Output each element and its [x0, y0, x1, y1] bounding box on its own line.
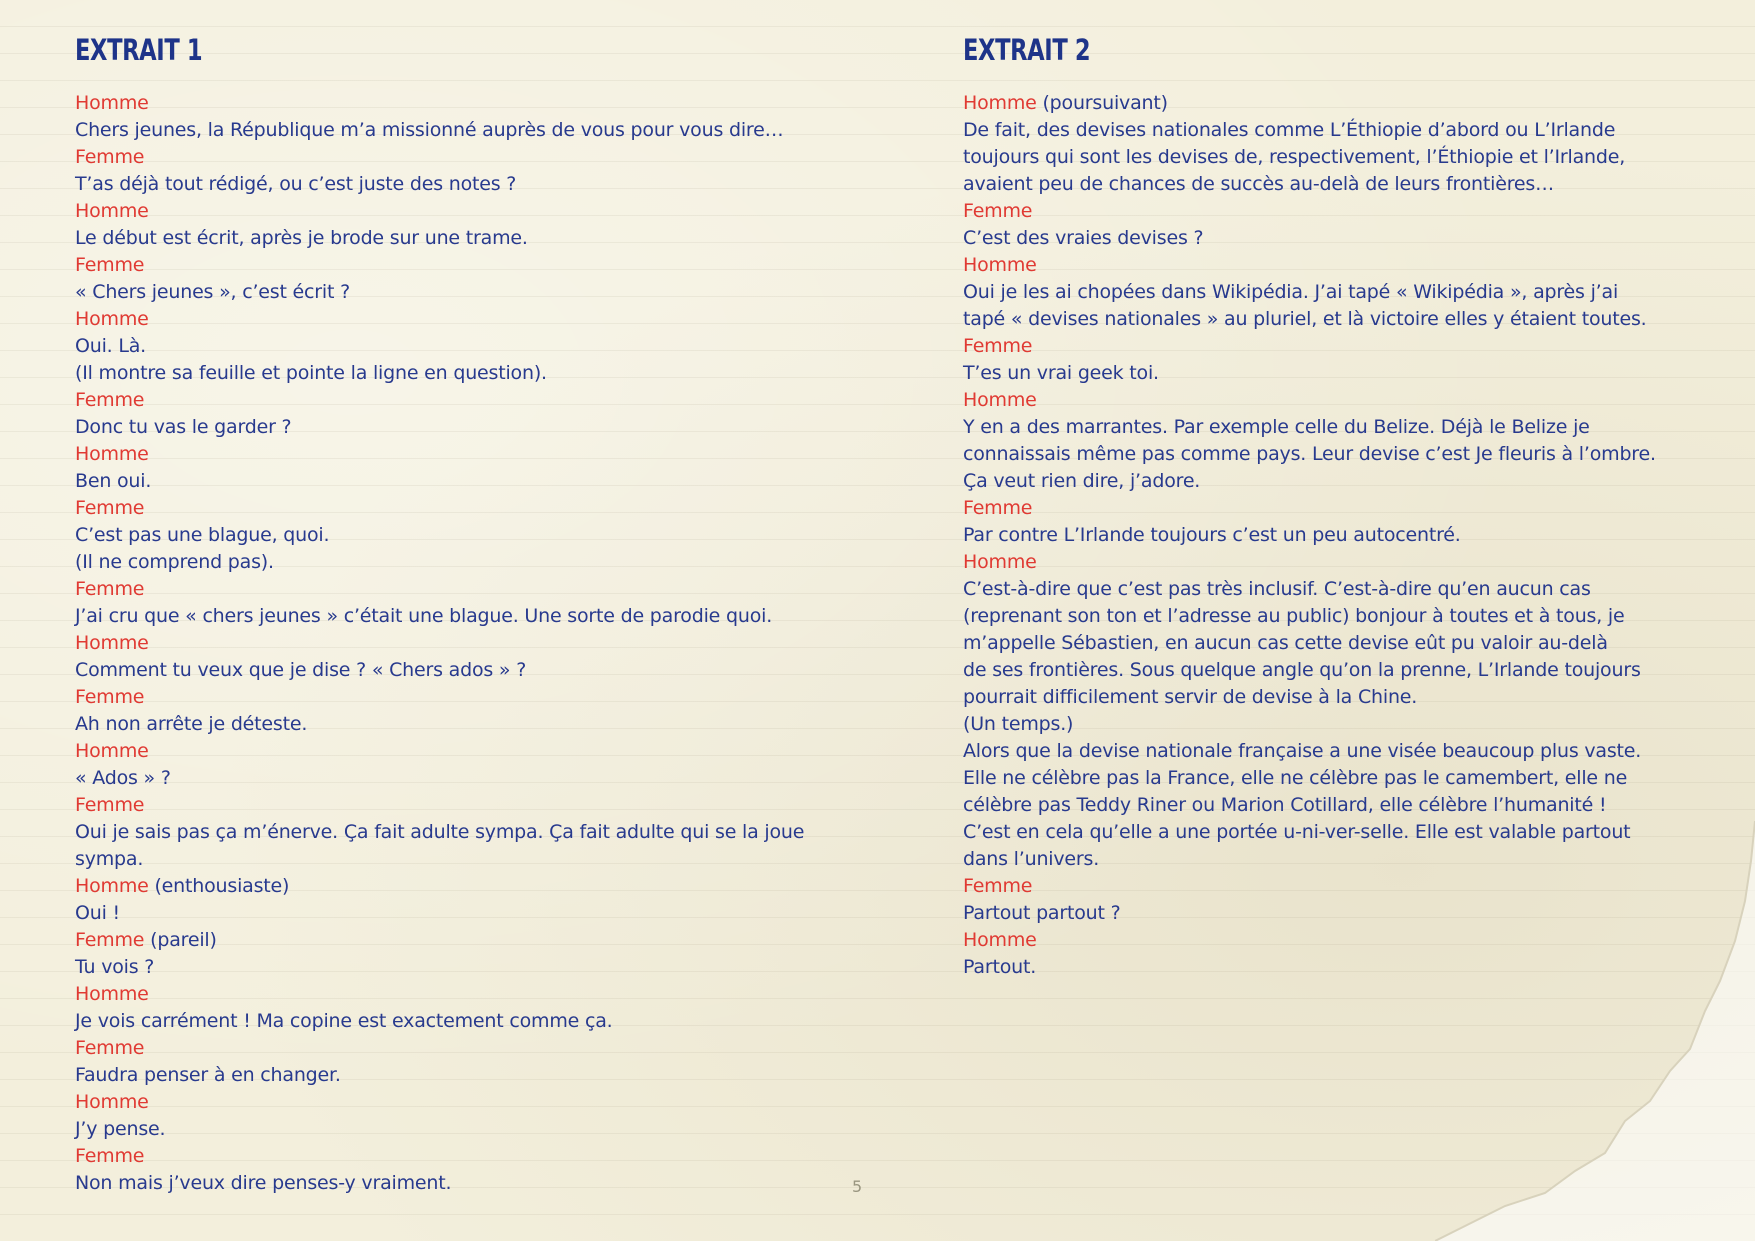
speaker-name: Homme	[75, 875, 149, 897]
dialogue-line: Je vois carrément ! Ma copine est exactement comme ça.	[75, 1010, 613, 1032]
speaker-name: Femme	[963, 200, 1033, 222]
dialogue-line: dans l’univers.	[963, 848, 1100, 870]
dialogue-line: Comment tu veux que je dise ? « Chers ados » ?	[75, 659, 527, 681]
dialogue-line: Non mais j’veux dire penses-y vraiment.	[75, 1172, 452, 1194]
speaker-line	[963, 549, 1713, 576]
extract-1-title: EXTRAIT 1	[75, 33, 203, 67]
speaker-line	[75, 1035, 905, 1062]
speaker-name: Homme	[963, 551, 1037, 573]
dialogue-line: T’as déjà tout rédigé, ou c’est juste des notes ?	[75, 173, 517, 195]
speaker-name: Femme	[75, 1145, 145, 1167]
dialogue-line: C’est en cela qu’elle a une portée u-ni-ver-selle. Elle est valable partout	[963, 821, 1631, 843]
speaker-name: Homme	[75, 632, 149, 654]
dialogue-line: Partout partout ?	[963, 902, 1121, 924]
dialogue-line: (Il montre sa feuille et pointe la ligne en question).	[75, 362, 547, 384]
speaker-name: Homme	[75, 200, 149, 222]
dialogue-line: (Un temps.)	[963, 713, 1074, 735]
speaker-line	[75, 1089, 905, 1116]
dialogue-line: J’y pense.	[75, 1118, 166, 1140]
speaker-name: Homme	[963, 254, 1037, 276]
speaker-name: Femme	[75, 794, 145, 816]
speaker-line	[75, 873, 905, 900]
dialogue-line: Partout.	[963, 956, 1037, 978]
speaker-name: Femme	[75, 146, 145, 168]
dialogue-line: « Chers jeunes », c’est écrit ?	[75, 281, 350, 303]
speaker-name: Femme	[75, 578, 145, 600]
speaker-name: Femme	[963, 875, 1033, 897]
speaker-line	[963, 387, 1713, 414]
speaker-name: Homme	[75, 308, 149, 330]
dialogue-line: J’ai cru que « chers jeunes » c’était une blague. Une sorte de parodie quoi.	[75, 605, 773, 627]
dialogue-line: Ça veut rien dire, j’adore.	[963, 470, 1201, 492]
dialogue-line: C’est pas une blague, quoi.	[75, 524, 330, 546]
speaker-line	[75, 738, 905, 765]
speaker-line	[75, 1143, 905, 1170]
speaker-line	[75, 198, 905, 225]
dialogue-line: (Il ne comprend pas).	[75, 551, 274, 573]
speaker-name: Femme	[75, 497, 145, 519]
speaker-name: Femme	[75, 686, 145, 708]
speaker-name: Homme	[963, 92, 1037, 114]
dialogue-line: Par contre L’Irlande toujours c’est un peu autocentré.	[963, 524, 1461, 546]
dialogue-line: C’est-à-dire que c’est pas très inclusif. C’est-à-dire qu’en aucun cas	[963, 578, 1591, 600]
speaker-name: Homme	[75, 443, 149, 465]
torn-paper-corner	[1435, 821, 1755, 1241]
dialogue-line: Y en a des marrantes. Par exemple celle du Belize. Déjà le Belize je	[963, 416, 1590, 438]
speaker-name: Femme	[963, 335, 1033, 357]
extract-1-column	[75, 30, 905, 1197]
speaker-line	[75, 981, 905, 1008]
dialogue-line: « Ados » ?	[75, 767, 171, 789]
page-number: 5	[852, 1177, 863, 1196]
speaker-name: Femme	[75, 254, 145, 276]
dialogue-line: C’est des vraies devises ?	[963, 227, 1204, 249]
dialogue-line: toujours qui sont les devises de, respectivement, l’Éthiopie et l’Irlande,	[963, 146, 1626, 168]
speaker-line	[75, 576, 905, 603]
dialogue-line: Alors que la devise nationale française a une visée beaucoup plus vaste.	[963, 740, 1642, 762]
speaker-line	[963, 198, 1713, 225]
extract-1-dialogue	[75, 90, 905, 1197]
dialogue-line: Ah non arrête je déteste.	[75, 713, 308, 735]
speaker-name: Homme	[75, 740, 149, 762]
dialogue-line: Oui je sais pas ça m’énerve. Ça fait adulte sympa. Ça fait adulte qui se la joue	[75, 821, 805, 843]
extract-2-title: EXTRAIT 2	[963, 33, 1091, 67]
speaker-name: Homme	[963, 929, 1037, 951]
speaker-line	[75, 684, 905, 711]
speaker-line	[963, 252, 1713, 279]
dialogue-line: Le début est écrit, après je brode sur une trame.	[75, 227, 528, 249]
speaker-line	[963, 90, 1713, 117]
dialogue-line: T’es un vrai geek toi.	[963, 362, 1159, 384]
speaker-line	[963, 333, 1713, 360]
dialogue-line: De fait, des devises nationales comme L’Éthiopie d’abord ou L’Irlande	[963, 119, 1616, 141]
dialogue-line: m’appelle Sébastien, en aucun cas cette devise eût pu valoir au-delà	[963, 632, 1608, 654]
speaker-line	[75, 252, 905, 279]
stage-direction: (pareil)	[144, 929, 217, 951]
dialogue-line: Donc tu vas le garder ?	[75, 416, 292, 438]
stage-direction: (poursuivant)	[1036, 92, 1168, 114]
speaker-name: Homme	[963, 389, 1037, 411]
dialogue-line: Tu vois ?	[75, 956, 155, 978]
speaker-name: Homme	[75, 92, 149, 114]
dialogue-line: Ben oui.	[75, 470, 152, 492]
dialogue-line: Faudra penser à en changer.	[75, 1064, 341, 1086]
dialogue-line: Oui. Là.	[75, 335, 147, 357]
speaker-name: Femme	[75, 929, 145, 951]
dialogue-line: Oui je les ai chopées dans Wikipédia. J’ai tapé « Wikipédia », après j’ai	[963, 281, 1619, 303]
speaker-line	[963, 495, 1713, 522]
dialogue-line: Oui !	[75, 902, 120, 924]
dialogue-line: célèbre pas Teddy Riner ou Marion Cotillard, elle célèbre l’humanité !	[963, 794, 1607, 816]
dialogue-line: de ses frontières. Sous quelque angle qu’on la prenne, L’Irlande toujours	[963, 659, 1641, 681]
dialogue-line: tapé « devises nationales » au pluriel, et là victoire elles y étaient toutes.	[963, 308, 1647, 330]
dialogue-line: (reprenant son ton et l’adresse au public) bonjour à toutes et à tous, je	[963, 605, 1625, 627]
speaker-line	[75, 144, 905, 171]
speaker-line	[75, 441, 905, 468]
speaker-name: Femme	[75, 1037, 145, 1059]
speaker-line	[75, 927, 905, 954]
speaker-line	[75, 90, 905, 117]
dialogue-line: avaient peu de chances de succès au-delà de leurs frontières…	[963, 173, 1554, 195]
speaker-name: Femme	[75, 389, 145, 411]
speaker-name: Homme	[75, 983, 149, 1005]
dialogue-line: pourrait difficilement servir de devise à la Chine.	[963, 686, 1418, 708]
dialogue-line: Chers jeunes, la République m’a missionné auprès de vous pour vous dire…	[75, 119, 784, 141]
speaker-line	[75, 495, 905, 522]
stage-direction: (enthousiaste)	[148, 875, 290, 897]
dialogue-line: connaissais même pas comme pays. Leur devise c’est Je fleuris à l’ombre.	[963, 443, 1656, 465]
speaker-line	[75, 306, 905, 333]
dialogue-line: sympa.	[75, 848, 144, 870]
speaker-name: Femme	[963, 497, 1033, 519]
dialogue-line: Elle ne célèbre pas la France, elle ne célèbre pas le camembert, elle ne	[963, 767, 1628, 789]
speaker-line	[75, 630, 905, 657]
speaker-line	[75, 792, 905, 819]
speaker-line	[75, 387, 905, 414]
speaker-name: Homme	[75, 1091, 149, 1113]
